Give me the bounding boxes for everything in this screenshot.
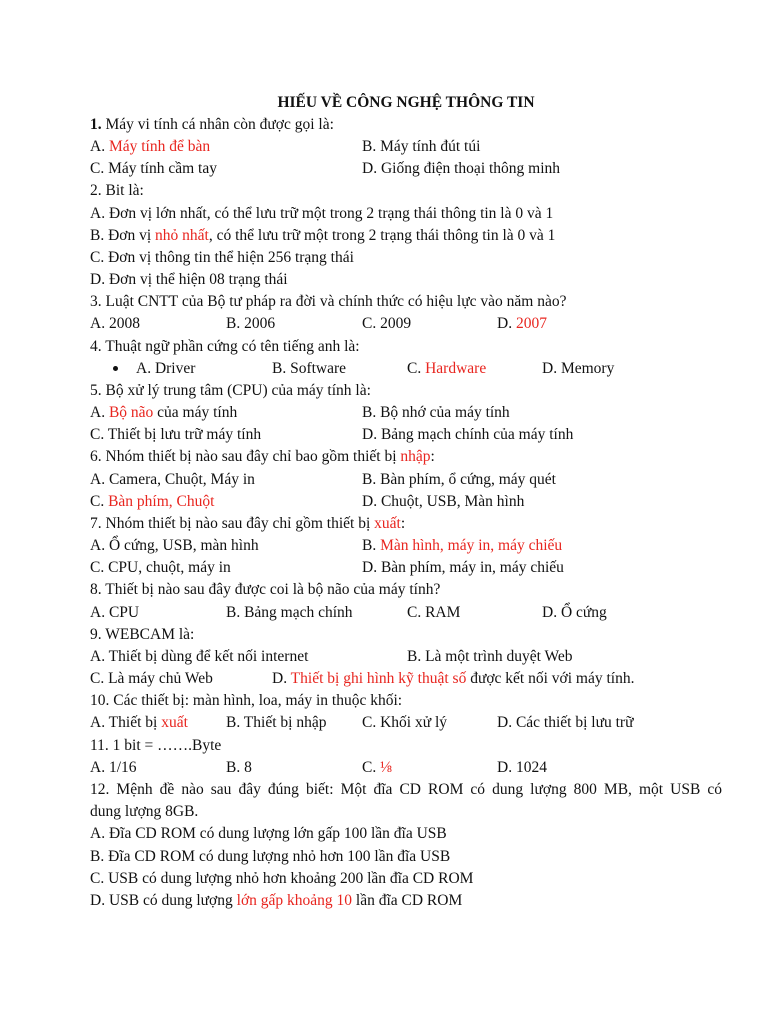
q9-option-d: D. Thiết bị ghi hình kỹ thuật số được kết nối với máy tính. <box>272 670 635 687</box>
q7-option-b: B. Màn hình, máy in, máy chiếu <box>362 537 563 554</box>
question-4: 4. Thuật ngữ phần cứng có tên tiếng anh là: <box>90 338 360 355</box>
q2-option-a: A. Đơn vị lớn nhất, có thể lưu trữ một trong 2 trạng thái thông tin là 0 và 1 <box>90 205 554 222</box>
q1-option-d: D. Giống điện thoại thông minh <box>362 160 561 177</box>
page-title: HIẾU VỀ CÔNG NGHỆ THÔNG TIN <box>277 94 535 111</box>
q5-option-b: B. Bộ nhớ của máy tính <box>362 404 510 421</box>
q11-option-c: C. ⅛ <box>362 759 392 776</box>
q4-option-c: C. Hardware <box>407 360 487 377</box>
q2-option-b: B. Đơn vị nhỏ nhất, có thể lưu trữ một trong 2 trạng thái thông tin là 0 và 1 <box>90 227 556 244</box>
question-11: 11. 1 bit = …….Byte <box>90 737 222 754</box>
q6-option-c: C. Bàn phím, Chuột <box>90 493 215 510</box>
q4-option-b: B. Software <box>272 360 347 377</box>
q10-option-c: C. Khối xử lý <box>362 714 448 731</box>
q11-option-d: D. 1024 <box>497 759 547 776</box>
q7-option-d: D. Bàn phím, máy in, máy chiếu <box>362 559 564 576</box>
q5-option-a: A. Bộ não của máy tính <box>90 404 238 421</box>
q10-option-b: B. Thiết bị nhập <box>226 714 327 731</box>
question-number: 1. <box>90 116 102 133</box>
answer-highlight: ⅛ <box>380 759 392 776</box>
q7-option-c: C. CPU, chuột, máy in <box>90 559 231 576</box>
q10-option-a: A. Thiết bị xuất <box>90 714 188 731</box>
keyword-highlight: nhập <box>400 448 431 465</box>
answer-highlight: 2007 <box>515 315 547 332</box>
question-5: 5. Bộ xử lý trung tâm (CPU) của máy tính là: <box>90 382 371 399</box>
q1-option-c: C. Máy tính cầm tay <box>90 160 217 177</box>
q5-option-d: D. Bảng mạch chính của máy tính <box>362 426 574 443</box>
q8-option-b: B. Bảng mạch chính <box>226 604 353 621</box>
answer-highlight: Máy tính để bàn <box>108 138 211 155</box>
answer-highlight: lớn gấp khoảng 10 <box>236 892 353 909</box>
q9-option-a: A. Thiết bị dùng để kết nối internet <box>90 648 309 665</box>
q6-option-d: D. Chuột, USB, Màn hình <box>362 493 525 510</box>
question-10: 10. Các thiết bị: màn hình, loa, máy in thuộc khối: <box>90 692 403 709</box>
q12-option-c: C. USB có dung lượng nhỏ hơn khoảng 200 lần đĩa CD ROM <box>90 870 474 887</box>
q12-option-b: B. Đĩa CD ROM có dung lượng nhỏ hơn 100 lần đĩa USB <box>90 848 451 865</box>
q10-option-d: D. Các thiết bị lưu trữ <box>497 714 634 731</box>
question-2: 2. Bit là: <box>90 182 144 199</box>
question-3: 3. Luật CNTT của Bộ tư pháp ra đời và chính thức có hiệu lực vào năm nào? <box>90 293 567 310</box>
q12-option-d: D. USB có dung lượng lớn gấp khoảng 10 lần đĩa CD ROM <box>90 892 463 909</box>
answer-highlight: Bộ não <box>108 404 154 421</box>
answer-highlight: xuất <box>161 714 188 731</box>
q3-option-b: B. 2006 <box>226 315 276 332</box>
bullet-icon <box>113 366 118 371</box>
answer-highlight: Hardware <box>425 360 487 377</box>
question-1 <box>90 116 334 134</box>
q8-option-d: D. Ổ cứng <box>542 604 607 621</box>
q2-option-d: D. Đơn vị thể hiện 08 trạng thái <box>90 271 288 288</box>
q8-option-a: A. CPU <box>90 604 140 621</box>
q1-option-a: A. Máy tính để bàn <box>90 138 211 155</box>
q2-option-c: C. Đơn vị thông tin thể hiện 256 trạng thái <box>90 249 354 266</box>
answer-highlight: Bàn phím, Chuột <box>108 493 215 510</box>
keyword-highlight: xuất <box>374 515 401 532</box>
question-12: 12. Mệnh đề nào sau đây đúng biết: Một đĩa CD ROM có dung lượng 800 MB, một USB có <box>90 781 722 798</box>
answer-highlight: Thiết bị ghi hình kỹ thuật số <box>290 670 467 687</box>
q3-option-a: A. 2008 <box>90 315 140 332</box>
question-8: 8. Thiết bị nào sau đây được coi là bộ não của máy tính? <box>90 581 441 598</box>
q3-option-d: D. 2007 <box>497 315 547 332</box>
q11-option-a: A. 1/16 <box>90 759 137 776</box>
q9-option-b: B. Là một trình duyệt Web <box>407 648 573 665</box>
q4-option-a: A. Driver <box>136 360 196 377</box>
q3-option-c: C. 2009 <box>362 315 412 332</box>
q6-option-b: B. Bàn phím, ổ cứng, máy quét <box>362 471 556 488</box>
answer-highlight: nhỏ nhất <box>155 227 209 244</box>
question-6: 6. Nhóm thiết bị nào sau đây chỉ bao gồm thiết bị nhập: <box>90 448 435 465</box>
q6-option-a: A. Camera, Chuột, Máy in <box>90 471 255 488</box>
q9-option-c: C. Là máy chủ Web <box>90 670 213 687</box>
q8-option-c: C. RAM <box>407 604 461 621</box>
question-12-continued: dung lượng 8GB. <box>90 803 199 820</box>
question-text: Máy vi tính cá nhân còn được gọi là: <box>101 116 334 133</box>
answer-highlight: Màn hình, máy in, máy chiếu <box>380 537 563 554</box>
q1-option-b: B. Máy tính đút túi <box>362 138 481 155</box>
question-7: 7. Nhóm thiết bị nào sau đây chỉ gồm thiết bị xuất: <box>90 515 406 532</box>
q5-option-c: C. Thiết bị lưu trữ máy tính <box>90 426 262 443</box>
q11-option-b: B. 8 <box>226 759 252 776</box>
q12-option-a: A. Đĩa CD ROM có dung lượng lớn gấp 100 lần đĩa USB <box>90 825 447 842</box>
q4-option-d: D. Memory <box>542 360 615 377</box>
question-9: 9. WEBCAM là: <box>90 626 195 643</box>
q7-option-a: A. Ổ cứng, USB, màn hình <box>90 537 259 554</box>
